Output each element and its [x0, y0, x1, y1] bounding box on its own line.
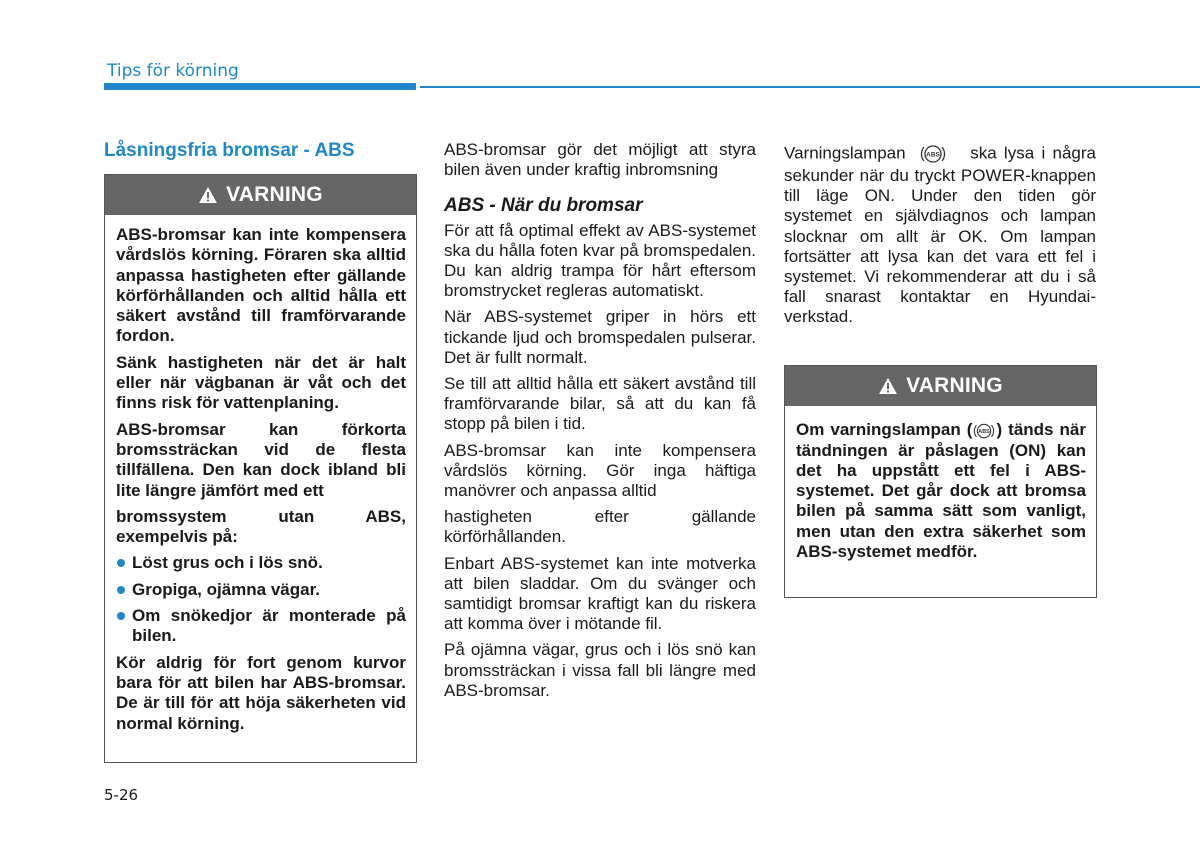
- body-paragraph: För att få optimal effekt av ABS-systemet ska du hålla foten kvar på bromspedalen. Du kan aldrig trampa för hårt eftersom bromstrycket regleras automatiskt.: [444, 220, 756, 301]
- header-bar: [104, 83, 416, 90]
- body-paragraph: ABS-bromsar kan inte kompensera vårdslös körning. Gör inga häftiga manövrer och anpassa alltid: [444, 440, 756, 501]
- middle-column: [444, 140, 756, 707]
- warning-paragraph: Om varningslampan ( ABS ) tänds när tändningen är påslagen (ON) kan det ha uppstått ett fel i ABS-systemet. Det går dock att bromsa bilen på samma sätt som vanligt, men utan den extra säkerhet som ABS-systemet medför.: [796, 420, 1086, 561]
- warning-header: [785, 366, 1096, 406]
- svg-text:ABS: ABS: [978, 428, 991, 435]
- warning-triangle-icon: [878, 377, 898, 395]
- warning-box-abs: [104, 174, 417, 763]
- warning-box-lamp: [784, 365, 1097, 598]
- warning-paragraph: Sänk hastigheten när det är halt eller när vägbanan är våt och det finns risk för vattenplaning.: [116, 352, 406, 413]
- body-paragraph: Se till att alltid hålla ett säkert avstånd till framförvarande bilar, så att du kan få stopp på bilen i tid.: [444, 374, 756, 434]
- abs-lamp-icon: [919, 142, 947, 166]
- list-item: Om snökedjor är monterade på bilen.: [116, 606, 406, 647]
- section-title: Låsningsfria bromsar - ABS: [104, 140, 355, 161]
- warning-bullet-list: [116, 553, 406, 646]
- header-title: Tips för körning: [107, 61, 239, 81]
- list-item: Löst grus och i lös snö.: [116, 553, 406, 573]
- body-paragraph: hastigheten efter gällande körförhållanden.: [444, 507, 756, 547]
- warning-body: [105, 215, 416, 750]
- list-item: Gropiga, ojämna vägar.: [116, 580, 406, 600]
- abs-lamp-icon: [972, 421, 996, 441]
- body-paragraph: På ojämna vägar, grus och i lös snö kan bromssträckan i vissa fall bli längre med ABS-bromsar.: [444, 640, 756, 700]
- warning-paragraph: Kör aldrig för fort genom kurvor bara för att bilen har ABS-bromsar. De är till för att höja säkerheten vid normal körning.: [116, 652, 406, 733]
- warning-header: [105, 175, 416, 215]
- header-rule: [420, 86, 1200, 88]
- intro-paragraph: ABS-bromsar gör det möjligt att styra bilen även under kraftig inbromsning: [444, 140, 756, 180]
- body-paragraph: När ABS-systemet griper in hörs ett tickande ljud och bromspedalen pulserar. Det är fullt normalt.: [444, 307, 756, 367]
- right-column: [784, 142, 1096, 334]
- page-number: 5-26: [104, 786, 139, 804]
- warning-heading: VARNING: [226, 183, 323, 206]
- warning-paragraph: ABS-bromsar kan förkorta bromssträckan vid de flesta tillfällena. Den kan dock ibland bli lite längre jämfört med ett: [116, 419, 406, 500]
- subheading: ABS - När du bromsar: [444, 195, 643, 217]
- svg-text:ABS: ABS: [926, 151, 940, 159]
- warning-body: [785, 406, 1096, 578]
- warning-heading: VARNING: [906, 374, 1003, 397]
- warning-paragraph: bromssystem utan ABS, exempelvis på:: [116, 506, 406, 547]
- warning-paragraph: ABS-bromsar kan inte kompensera vårdslös körning. Föraren ska alltid anpassa hastigheten efter gällande körförhållanden och alltid hålla ett säkert avstånd till framförvarande fordon.: [116, 225, 406, 346]
- warning-triangle-icon: [198, 186, 218, 204]
- body-paragraph: Enbart ABS-systemet kan inte motverka att bilen sladdar. Om du svänger och samtidigt bromsar kraftigt kan du riskera att komma över i mötande fil.: [444, 553, 756, 634]
- lamp-paragraph: Varningslampan ABS ska lysa i några sekunder när du tryckt POWER-knappen till läge ON. Under den tiden gör systemet en självdiagnos och lampan slocknar om allt är OK. Om lampan fortsätter att lysa kan det vara ett fel i systemet. Vi rekommenderar att du i så fall snarast kontaktar en Hyundai-verkstad.: [784, 143, 1096, 327]
